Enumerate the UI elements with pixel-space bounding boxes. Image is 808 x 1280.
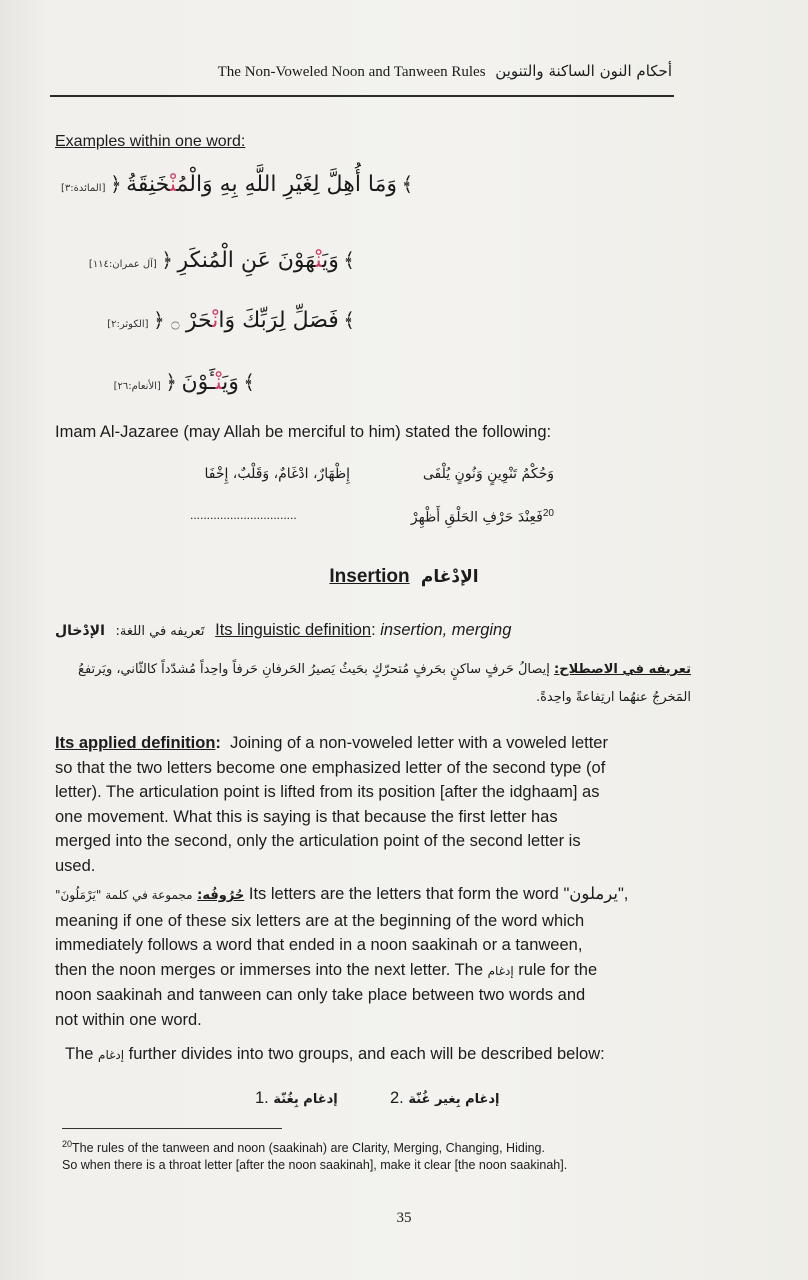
- verse-row-2: [55, 248, 355, 273]
- verse-text: وَيَنْـَٔوْنَ: [181, 370, 239, 395]
- verse-bracket-icon: ﴿: [153, 310, 165, 332]
- verse-text: فَصَلِّ لِرَبِّكَ وَانْحَرْ: [185, 308, 339, 333]
- technical-definition-ar: [55, 656, 691, 684]
- verse-bracket-icon: ﴾: [243, 372, 255, 394]
- poem-line1-right: وَحُكْمُ تَنْوِينٍ وَنُونٍ يُلْفَى: [422, 466, 554, 482]
- imam-statement: Imam Al-Jazaree (may Allah be merciful to him) stated the following:: [55, 423, 552, 441]
- poem-line2-left: ................................: [190, 508, 297, 522]
- applied-label: Its applied definition: [55, 734, 216, 752]
- linguistic-definition: الإدْخال تَعريفه في اللغة: Its linguistic definition: insertion, merging: [55, 621, 512, 639]
- verse-row-1: [55, 172, 414, 197]
- verse-bracket-icon: ﴾: [401, 174, 414, 196]
- header-rule: [50, 95, 674, 97]
- verse-row-3: [55, 308, 355, 333]
- highlighted-noon: نْ: [212, 308, 219, 333]
- verse-ref: [الكوثر:٢]: [107, 319, 149, 330]
- highlighted-noon: نْ: [169, 172, 177, 197]
- group-1: 1. إدغام بِغُنّة: [255, 1089, 338, 1107]
- applied-definition: Its applied definition: Joining of a non-voweled letter with a voweled letter so that the two letters become one emphasized letter of the second type (of letter). The articulation point is lifted from its position [after the idghaam] as one movement. What this is saying is that because the first letter has merged into the second, only the articulation point of the second letter is used.: [55, 734, 608, 875]
- verse-ref: [آل عمران:١١٤]: [88, 259, 157, 270]
- technical-ar-line1: إيصالُ حَرفٍ ساكنٍ بحَرفٍ مُتحرّكٍ بحَيثُ يَصيرُ الحَرفانِ حَرفاً واحِداً مُشدّداً كالثّاني، ويَرتفعُ: [78, 662, 550, 677]
- verse-bracket-icon: ﴾: [343, 250, 355, 272]
- section-title: [0, 566, 808, 588]
- footnote-rule: [62, 1128, 282, 1129]
- footnote-number: 20: [62, 1139, 73, 1149]
- verse-text: وَيَنْهَوْنَ عَنِ الْمُنكَرِ: [177, 248, 339, 273]
- page-number: 35: [396, 1210, 412, 1226]
- technical-ar-line2: المَخرجُ عنهُما ارتِفاعةً واحِدةً.: [535, 690, 691, 705]
- highlighted-noon: نْ: [315, 248, 323, 273]
- header-title-en: The Non-Voweled Noon and Tanween Rules: [217, 64, 486, 80]
- highlighted-noon: نْ: [215, 370, 223, 395]
- group-2: 2. إدغام بِغير غُنّة: [390, 1089, 500, 1107]
- linguistic-ar-label: تَعريفه في اللغة:: [115, 624, 205, 639]
- technical-ar-label: تعريفه في الاصطلاح:: [554, 662, 691, 677]
- linguistic-ar-value: الإدْخال: [55, 623, 105, 639]
- verse-bracket-icon: ﴿: [165, 372, 178, 394]
- linguistic-en-value: insertion, merging: [380, 621, 512, 639]
- footnote: $^{20}$The rules of the tanween and noon (saakinah) are Clarity, Merging, Changing, Hiding. So when there is a throat letter [after the noon saakinah], make it clear [the noon saakinah].: [62, 1139, 568, 1173]
- examples-heading: Examples within one word:: [55, 133, 246, 150]
- letters-paragraph: مجموعة في كلمة "يَرْمَلُونَ" حُرُوفُه: Its letters are the letters that form the word "يرملون", meaning if one of these six letters are at the beginning of the word which immediately follows a word that ended in a noon saakinah or a tanween, then the noon merges or immerses into the next letter. The إدغام rule for the noon saakinah and tanween can only take place between two words and not within one word.: [55, 885, 629, 1029]
- verse-row-4: [55, 370, 255, 395]
- section-title-en: Insertion: [329, 566, 410, 587]
- letters-ar-label: حُرُوفُه:: [197, 888, 245, 903]
- verse-bracket-icon: ﴾: [343, 310, 355, 332]
- poem-line1-left: إِظْهَارٌ، ادْغَامٌ، وَقَلْبٌ، إِخْفَا: [204, 466, 350, 482]
- section-title-ar: الإدْغام: [420, 567, 479, 587]
- verse-bracket-icon: ﴿: [161, 250, 173, 272]
- verse-ref: [المائدة:٣]: [61, 183, 106, 194]
- verse-ref: [الأنعام:٢٦]: [113, 381, 161, 392]
- poem-line2-right: فَعِنْدَ حَرْفِ الحَلْقِ أَظْهِرْ$^{20}$: [410, 508, 554, 526]
- verse-text: وَمَا أُهِلَّ لِغَيْرِ اللَّهِ بِهِ وَالْمُنْخَنِقَةُ: [126, 172, 398, 197]
- divides-line: The إدغام further divides into two groups, and each will be described below:: [65, 1045, 605, 1063]
- footnote-ref: 20: [542, 508, 554, 519]
- verse-end-marker-icon: ۝: [171, 314, 180, 330]
- letters-ar-prefix: مجموعة في كلمة "يَرْمَلُونَ": [55, 888, 193, 902]
- linguistic-en-label: Its linguistic definition: [215, 621, 372, 639]
- header-title-ar: أحكام النون الساكنة والتنوين: [495, 62, 672, 80]
- running-header: [50, 62, 672, 81]
- verse-bracket-icon: ﴿: [109, 174, 122, 196]
